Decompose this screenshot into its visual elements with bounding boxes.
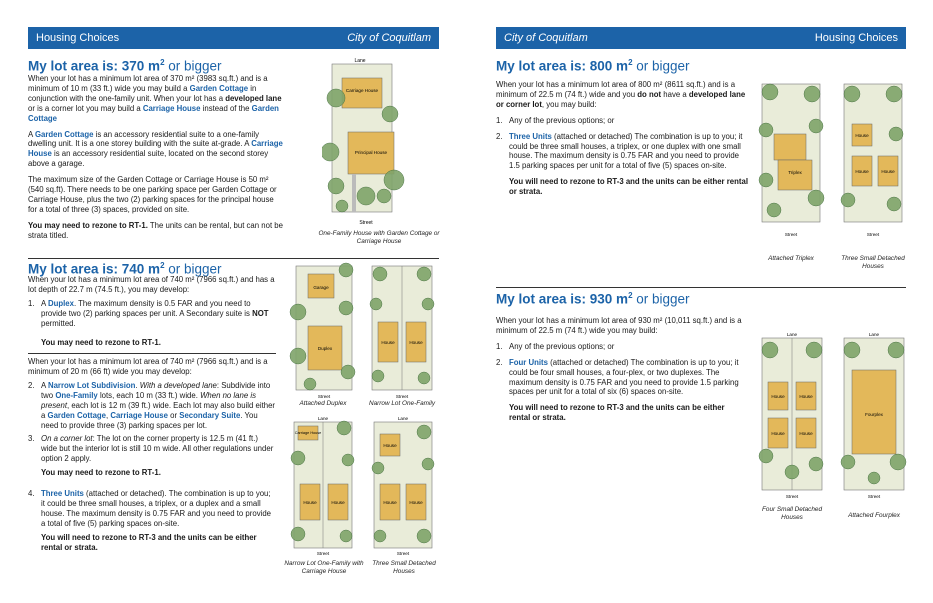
section-divider-right bbox=[496, 287, 906, 288]
text-370 bbox=[28, 74, 284, 245]
plan-four-small-detached bbox=[756, 330, 828, 502]
fig-fsd-house-4: House bbox=[799, 431, 813, 436]
fig370-lane-label: Lane bbox=[354, 58, 366, 64]
plan-three-small-detached-left bbox=[368, 414, 438, 558]
plan-three-small-detached-right bbox=[838, 80, 908, 238]
plan-narrow-lot-carriage bbox=[288, 414, 358, 558]
plan-attached-duplex bbox=[288, 260, 358, 400]
fig-nof-street: Street bbox=[395, 394, 409, 399]
text-930 bbox=[496, 316, 746, 427]
right-header-section: Housing Choices bbox=[814, 32, 898, 44]
fig-fp-lane: Lane bbox=[868, 332, 880, 337]
fig-tsd2-street: Street bbox=[866, 232, 880, 237]
fig-duplex-garage: Garage bbox=[313, 285, 329, 290]
rezone-740-3: You will need to rezone to RT-3 and the units can be either rental or strata. bbox=[41, 533, 257, 552]
caption-narrow-lot-one-family: Narrow Lot One-Family bbox=[368, 400, 436, 407]
rezone-740-1: You may need to rezone to RT-1. bbox=[41, 337, 161, 347]
fig-fsd-lane: Lane bbox=[786, 332, 798, 337]
inner-rule-740 bbox=[28, 353, 276, 354]
plan-narrow-lot-one-family bbox=[366, 260, 438, 400]
left-header-city: City of Coquitlam bbox=[347, 32, 431, 44]
heading-740: My lot area is: 740 $m^2$ or bigger bbox=[28, 261, 222, 277]
text-800 bbox=[496, 80, 748, 201]
heading-800: My lot area is: 800 $m^2$ or bigger bbox=[496, 58, 690, 74]
right-header-city: City of Coquitlam bbox=[504, 32, 588, 44]
fig-triplex-street: Street bbox=[784, 232, 798, 237]
option-930-previous: 1. Any of the previous options; or bbox=[496, 341, 615, 351]
fig-fp-label: Fourplex bbox=[865, 412, 883, 417]
text-740 bbox=[28, 275, 276, 557]
heading-370: My lot area is: 370 $m^2$ or bigger bbox=[28, 58, 222, 74]
caption-three-small-detached-left: Three Small Detached Houses bbox=[372, 560, 436, 575]
fig-nlch-lane: Lane bbox=[317, 416, 329, 421]
fig-nof-house-1: House bbox=[381, 340, 395, 345]
plan-one-family-carriage bbox=[322, 56, 440, 230]
fig-triplex-label: Triplex bbox=[788, 170, 802, 175]
fig-nlch-street: Street bbox=[316, 551, 330, 556]
fig-nlch-carriage: Carriage House bbox=[294, 431, 322, 435]
left-header-bar bbox=[28, 27, 439, 49]
fig-tsd-street: Street bbox=[396, 551, 410, 556]
heading-930: My lot area is: 930 $m^2$ or bigger bbox=[496, 291, 690, 307]
option-930-four-units: 2. Four Units (attached or detached) The combination is up to you; it could be four small houses, a four-plex, or two duplexes. The maximum density is 0.75 FAR and you need to provide 1.5 parking spaces per unit for a total of six (6) spaces on-site. bbox=[496, 357, 739, 397]
caption-one-family-carriage: One-Family House with Garden Cottage or Carriage House bbox=[318, 230, 440, 245]
option-740-narrow-lot: 2. A Narrow Lot Subdivision. With a developed lane: Subdivide into two One-Family lots, each 10 m (33 ft.) wide. When no lane is present, each lot is 12 m (39 ft.) wide. Each lot may also build either a Garden Cottage, Carriage House or Secondary Suite. You need to provide three (3) parking spaces per lot. bbox=[28, 381, 276, 430]
fig-tsd-house-3: House bbox=[409, 500, 423, 505]
option-800-three-units: 2. Three Units (attached or detached) The combination is up to you; it could be three small houses, a triplex, or one duplex with one small house. The maximum density is 0.75 FAR and you need to provide 1.5 parking spaces per unit for a total of five (5) spaces on-site. bbox=[496, 131, 743, 171]
para-370-1: When your lot has a minimum lot area of 370 m² (3983 sq.ft.) and is a minimum of 10 m (33 ft.) wide you may build a Garden Cottage in conjunction with the one-family unit. When your lot has a developed lane or is a corner lot you may build a Carriage House instead of the Garden Cottage bbox=[28, 74, 282, 123]
rezone-930: You will need to rezone to RT-3 and the units can be either rental or strata. bbox=[509, 403, 725, 423]
fig-tsd2-house-1: House bbox=[855, 133, 869, 138]
para-370-4: You may need to rezone to RT-1. The units can be rental, but can not be strata titled. bbox=[28, 220, 283, 240]
option-740-duplex: 1. A Duplex. The maximum density is 0.5 FAR and you need to provide two (2) parking spaces per unit. A Secondary suite is NOT permitted. bbox=[28, 298, 269, 328]
fig-fsd-house-1: House bbox=[771, 394, 785, 399]
section-divider-left bbox=[28, 258, 439, 259]
para-740-intro: When your lot has a minimum lot area of 740 m² (7966 sq.ft.) and has a lot depth of 22.7 m (74.5 ft.), you may develop: bbox=[28, 275, 275, 294]
fig-fp-street: Street bbox=[867, 494, 881, 499]
option-800-previous: 1. Any of the previous options; or bbox=[496, 115, 615, 125]
fig-tsd2-house-3: House bbox=[881, 169, 895, 174]
option-740-three-units: 4. Three Units (attached or detached). The combination is up to you; it could be three small houses, a triplex, or a duplex and a small house. The maximum density is 0.75 FAR and you need to provide a total of five (5) parking spaces on-site. bbox=[28, 489, 271, 529]
caption-four-small-detached: Four Small Detached Houses bbox=[761, 506, 823, 521]
fig-tsd2-house-2: House bbox=[855, 169, 869, 174]
fig-duplex-street: Street bbox=[317, 394, 331, 399]
fig-fsd-street: Street bbox=[785, 494, 799, 499]
fig370-principal-label: Principal House bbox=[354, 150, 388, 155]
fig-fsd-house-3: House bbox=[771, 431, 785, 436]
caption-attached-duplex: Attached Duplex bbox=[299, 400, 347, 407]
fig370-street-label: Street bbox=[359, 220, 373, 226]
para-370-2: A Garden Cottage is an accessory residential suite to a one-family dwelling unit. It is a one storey building with the suite at-grade. A Carriage House is an accessory residential suite, located on the second storey above a garage. bbox=[28, 129, 283, 169]
caption-attached-fourplex: Attached Fourplex bbox=[848, 512, 900, 519]
para-800-intro: When your lot has a minimum lot area of 800 m² (8611 sq.ft.) and is a minimum of 22.5 m (74 ft.) wide and you do not have a developed lane or corner lot, you may build: bbox=[496, 80, 746, 109]
para-930-intro: When your lot has a minimum lot area of 930 m² (10,011 sq.ft.) and is a minimum of 22.5 m (74 ft.) wide you may build: bbox=[496, 316, 742, 335]
plan-attached-triplex bbox=[756, 80, 826, 238]
fig-duplex-label: Duplex bbox=[317, 346, 333, 351]
caption-narrow-lot-carriage: Narrow Lot One-Family with Carriage House bbox=[284, 560, 364, 575]
rezone-800: You will need to rezone to RT-3 and the units can be either rental or strata. bbox=[509, 177, 748, 197]
para-740-intro2: When your lot has a minimum lot area of 740 m² (7966 sq.ft.) and is a minimum of 20 m (66 ft) wide you may develop: bbox=[28, 357, 268, 377]
para-370-3: The maximum size of the Garden Cottage or Carriage House is 50 m² (540 sq.ft). There needs to be one parking space per Garden Cottage or Carriage House, plus the two (2) parking spaces for the principal house for a total of three (3) spaces, provided on site. bbox=[28, 175, 277, 214]
caption-attached-triplex: Attached Triplex bbox=[768, 255, 814, 262]
right-page bbox=[466, 0, 933, 603]
rezone-740-2: You may need to rezone to RT-1. bbox=[41, 467, 161, 477]
plan-attached-fourplex bbox=[838, 330, 910, 502]
right-header-bar bbox=[496, 27, 906, 49]
option-740-corner-lot: 3. On a corner lot: The lot on the corner property is 12.5 m (41 ft.) wide but the interior lot is still 10 m wide. All other regulations under option 2 apply. bbox=[28, 433, 274, 463]
fig-tsd-lane: Lane bbox=[397, 416, 409, 421]
fig-nof-house-2: House bbox=[409, 340, 423, 345]
fig-nlch-house-1: House bbox=[303, 500, 317, 505]
left-header-section: Housing Choices bbox=[36, 32, 120, 44]
fig-fsd-house-2: House bbox=[799, 394, 813, 399]
left-page bbox=[0, 0, 466, 603]
fig370-carriage-label: Carriage House bbox=[345, 88, 379, 93]
caption-three-small-detached-right: Three Small Detached Houses bbox=[841, 255, 905, 270]
fig-tsd-house-2: House bbox=[383, 500, 397, 505]
fig-tsd-house-1: House bbox=[383, 443, 397, 448]
fig-nlch-house-2: House bbox=[331, 500, 345, 505]
